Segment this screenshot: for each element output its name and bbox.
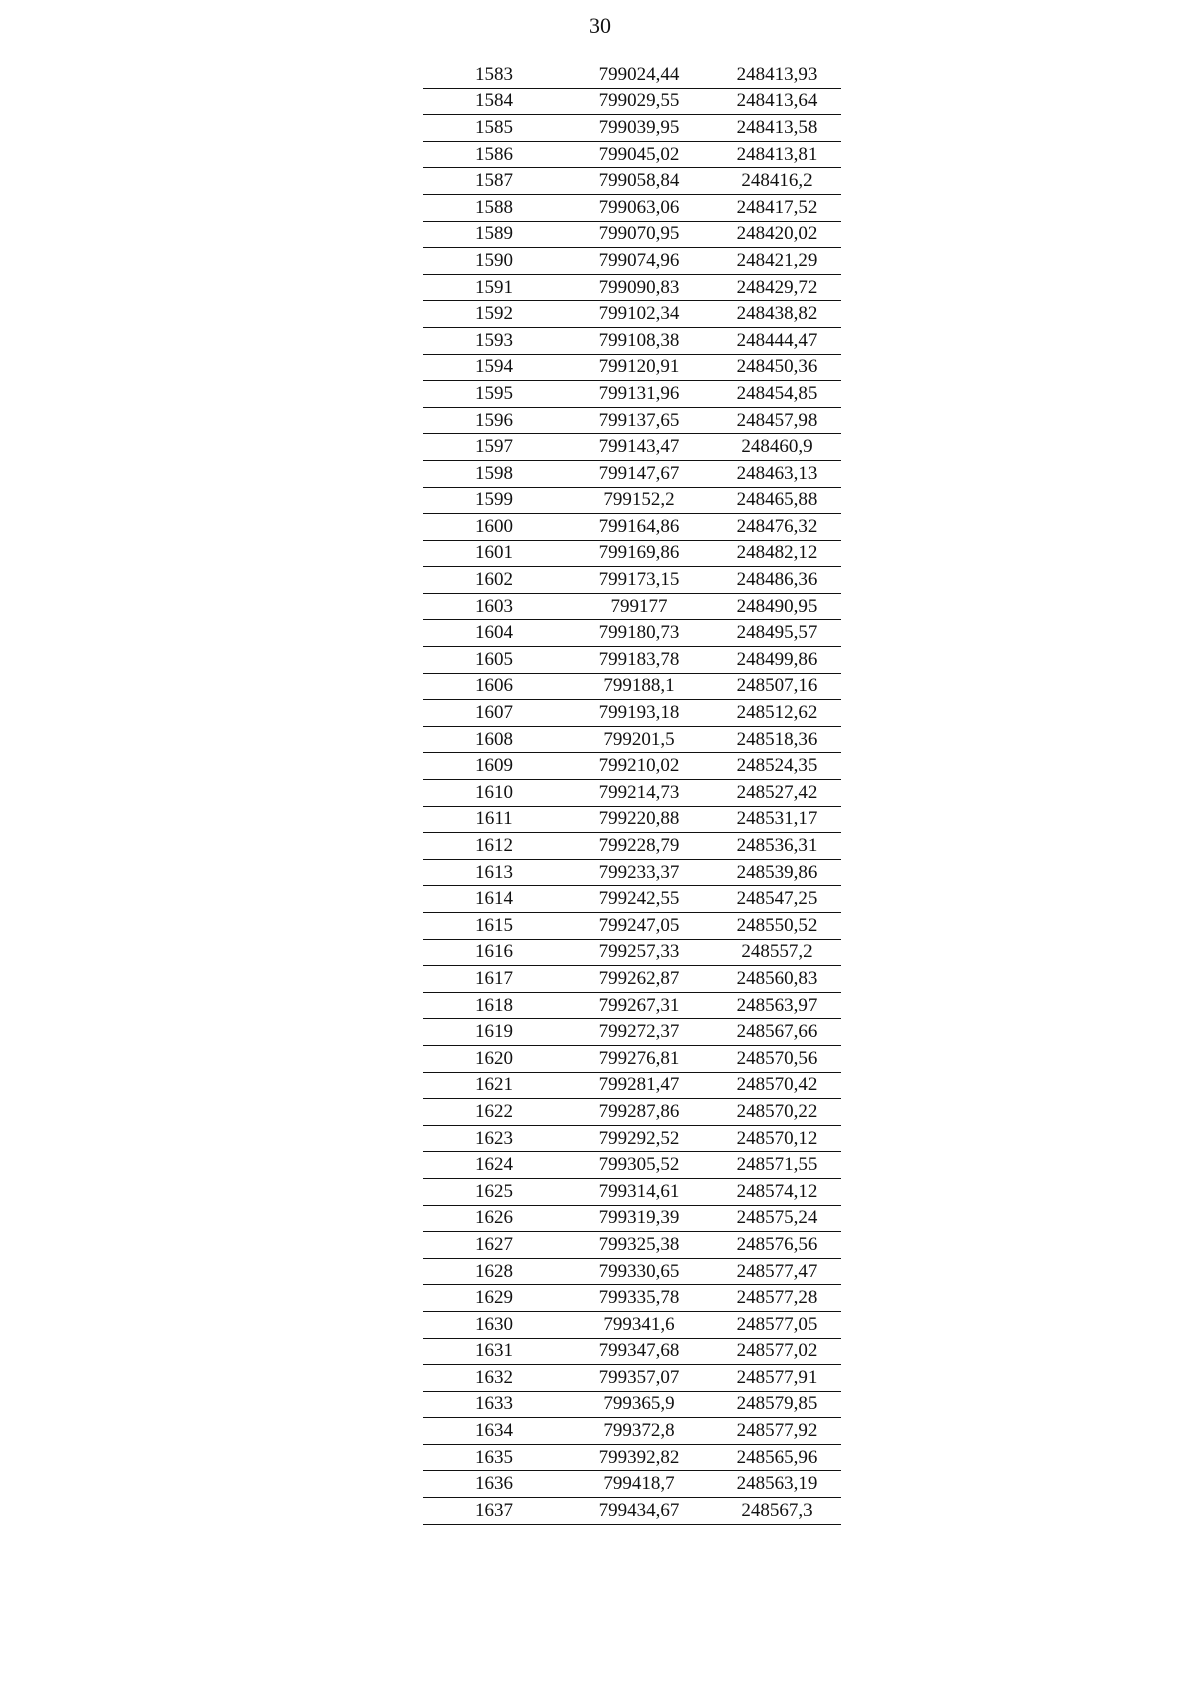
y-coordinate-cell: 248577,02 xyxy=(736,1340,818,1362)
x-coordinate-cell: 799039,95 xyxy=(598,116,680,138)
table-row xyxy=(423,301,841,328)
table-row xyxy=(423,168,841,195)
x-coordinate-cell: 799319,39 xyxy=(598,1207,680,1229)
x-coordinate-cell: 799267,31 xyxy=(598,994,680,1016)
y-coordinate-cell: 248577,47 xyxy=(736,1260,818,1282)
x-coordinate-cell: 799262,87 xyxy=(598,967,680,989)
y-coordinate-cell: 248565,96 xyxy=(736,1446,818,1468)
table-row xyxy=(423,913,841,940)
x-coordinate-cell: 799392,82 xyxy=(598,1446,680,1468)
point-number-cell: 1629 xyxy=(475,1287,513,1309)
x-coordinate-cell: 799169,86 xyxy=(598,542,680,564)
point-number-cell: 1637 xyxy=(475,1499,513,1521)
table-row xyxy=(423,222,841,249)
y-coordinate-cell: 248465,88 xyxy=(736,489,818,511)
point-number-cell: 1608 xyxy=(475,728,513,750)
table-row xyxy=(423,1418,841,1445)
table-row xyxy=(423,1232,841,1259)
x-coordinate-cell: 799120,91 xyxy=(598,356,680,378)
coordinates-table xyxy=(423,62,841,1525)
point-number-cell: 1622 xyxy=(475,1100,513,1122)
point-number-cell: 1607 xyxy=(475,702,513,724)
point-number-cell: 1588 xyxy=(475,196,513,218)
table-row xyxy=(423,594,841,621)
table-row xyxy=(423,62,841,89)
x-coordinate-cell: 799102,34 xyxy=(598,303,680,325)
x-coordinate-cell: 799330,65 xyxy=(598,1260,680,1282)
point-number-cell: 1620 xyxy=(475,1047,513,1069)
y-coordinate-cell: 248429,72 xyxy=(736,276,818,298)
point-number-cell: 1590 xyxy=(475,249,513,271)
point-number-cell: 1584 xyxy=(475,90,513,112)
point-number-cell: 1626 xyxy=(475,1207,513,1229)
x-coordinate-cell: 799045,02 xyxy=(598,143,680,165)
point-number-cell: 1616 xyxy=(475,941,513,963)
y-coordinate-cell: 248421,29 xyxy=(736,249,818,271)
point-number-cell: 1585 xyxy=(475,116,513,138)
table-row xyxy=(423,408,841,435)
x-coordinate-cell: 799434,67 xyxy=(598,1499,680,1521)
y-coordinate-cell: 248518,36 xyxy=(736,728,818,750)
point-number-cell: 1613 xyxy=(475,861,513,883)
y-coordinate-cell: 248438,82 xyxy=(736,303,818,325)
y-coordinate-cell: 248413,93 xyxy=(736,63,818,85)
x-coordinate-cell: 799210,02 xyxy=(598,755,680,777)
point-number-cell: 1599 xyxy=(475,489,513,511)
point-number-cell: 1612 xyxy=(475,835,513,857)
point-number-cell: 1618 xyxy=(475,994,513,1016)
x-coordinate-cell: 799276,81 xyxy=(598,1047,680,1069)
point-number-cell: 1627 xyxy=(475,1233,513,1255)
point-number-cell: 1606 xyxy=(475,675,513,697)
table-row xyxy=(423,275,841,302)
table-row xyxy=(423,434,841,461)
table-row xyxy=(423,1445,841,1472)
y-coordinate-cell: 248482,12 xyxy=(736,542,818,564)
x-coordinate-cell: 799058,84 xyxy=(598,170,680,192)
y-coordinate-cell: 248571,55 xyxy=(736,1154,818,1176)
y-coordinate-cell: 248577,05 xyxy=(736,1313,818,1335)
point-number-cell: 1604 xyxy=(475,622,513,644)
x-coordinate-cell: 799029,55 xyxy=(598,90,680,112)
x-coordinate-cell: 799341,6 xyxy=(603,1313,675,1335)
y-coordinate-cell: 248486,36 xyxy=(736,569,818,591)
x-coordinate-cell: 799242,55 xyxy=(598,888,680,910)
y-coordinate-cell: 248536,31 xyxy=(736,835,818,857)
y-coordinate-cell: 248560,83 xyxy=(736,967,818,989)
y-coordinate-cell: 248413,64 xyxy=(736,90,818,112)
table-row xyxy=(423,381,841,408)
y-coordinate-cell: 248531,17 xyxy=(736,808,818,830)
table-row xyxy=(423,807,841,834)
point-number-cell: 1597 xyxy=(475,436,513,458)
y-coordinate-cell: 248457,98 xyxy=(736,409,818,431)
point-number-cell: 1634 xyxy=(475,1420,513,1442)
table-row xyxy=(423,620,841,647)
table-row xyxy=(423,1365,841,1392)
y-coordinate-cell: 248577,92 xyxy=(736,1420,818,1442)
x-coordinate-cell: 799314,61 xyxy=(598,1180,680,1202)
point-number-cell: 1593 xyxy=(475,329,513,351)
x-coordinate-cell: 799305,52 xyxy=(598,1154,680,1176)
y-coordinate-cell: 248574,12 xyxy=(736,1180,818,1202)
x-coordinate-cell: 799335,78 xyxy=(598,1287,680,1309)
point-number-cell: 1600 xyxy=(475,515,513,537)
point-number-cell: 1621 xyxy=(475,1074,513,1096)
x-coordinate-cell: 799201,5 xyxy=(603,728,675,750)
y-coordinate-cell: 248550,52 xyxy=(736,914,818,936)
table-row xyxy=(423,195,841,222)
table-row xyxy=(423,780,841,807)
point-number-cell: 1591 xyxy=(475,276,513,298)
x-coordinate-cell: 799108,38 xyxy=(598,329,680,351)
x-coordinate-cell: 799180,73 xyxy=(598,622,680,644)
y-coordinate-cell: 248512,62 xyxy=(736,702,818,724)
table-row xyxy=(423,1339,841,1366)
y-coordinate-cell: 248557,2 xyxy=(741,941,813,963)
y-coordinate-cell: 248547,25 xyxy=(736,888,818,910)
point-number-cell: 1633 xyxy=(475,1393,513,1415)
point-number-cell: 1609 xyxy=(475,755,513,777)
x-coordinate-cell: 799220,88 xyxy=(598,808,680,830)
x-coordinate-cell: 799214,73 xyxy=(598,781,680,803)
x-coordinate-cell: 799183,78 xyxy=(598,648,680,670)
point-number-cell: 1635 xyxy=(475,1446,513,1468)
table-row xyxy=(423,1312,841,1339)
y-coordinate-cell: 248450,36 xyxy=(736,356,818,378)
y-coordinate-cell: 248577,91 xyxy=(736,1366,818,1388)
x-coordinate-cell: 799325,38 xyxy=(598,1233,680,1255)
point-number-cell: 1596 xyxy=(475,409,513,431)
table-row xyxy=(423,940,841,967)
x-coordinate-cell: 799281,47 xyxy=(598,1074,680,1096)
x-coordinate-cell: 799090,83 xyxy=(598,276,680,298)
y-coordinate-cell: 248413,58 xyxy=(736,116,818,138)
x-coordinate-cell: 799143,47 xyxy=(598,436,680,458)
point-number-cell: 1615 xyxy=(475,914,513,936)
y-coordinate-cell: 248570,22 xyxy=(736,1100,818,1122)
y-coordinate-cell: 248577,28 xyxy=(736,1287,818,1309)
x-coordinate-cell: 799070,95 xyxy=(598,223,680,245)
point-number-cell: 1631 xyxy=(475,1340,513,1362)
point-number-cell: 1610 xyxy=(475,781,513,803)
x-coordinate-cell: 799173,15 xyxy=(598,569,680,591)
table-row xyxy=(423,753,841,780)
table-row xyxy=(423,461,841,488)
point-number-cell: 1617 xyxy=(475,967,513,989)
x-coordinate-cell: 799164,86 xyxy=(598,515,680,537)
y-coordinate-cell: 248460,9 xyxy=(741,436,813,458)
y-coordinate-cell: 248420,02 xyxy=(736,223,818,245)
x-coordinate-cell: 799272,37 xyxy=(598,1021,680,1043)
point-number-cell: 1628 xyxy=(475,1260,513,1282)
table-row xyxy=(423,860,841,887)
point-number-cell: 1603 xyxy=(475,595,513,617)
y-coordinate-cell: 248416,2 xyxy=(741,170,813,192)
table-row xyxy=(423,993,841,1020)
point-number-cell: 1605 xyxy=(475,648,513,670)
point-number-cell: 1598 xyxy=(475,462,513,484)
point-number-cell: 1601 xyxy=(475,542,513,564)
table-row xyxy=(423,1126,841,1153)
y-coordinate-cell: 248563,19 xyxy=(736,1473,818,1495)
x-coordinate-cell: 799147,67 xyxy=(598,462,680,484)
table-row xyxy=(423,1206,841,1233)
x-coordinate-cell: 799137,65 xyxy=(598,409,680,431)
table-row xyxy=(423,1046,841,1073)
table-row xyxy=(423,1073,841,1100)
point-number-cell: 1586 xyxy=(475,143,513,165)
x-coordinate-cell: 799247,05 xyxy=(598,914,680,936)
table-row xyxy=(423,115,841,142)
x-coordinate-cell: 799357,07 xyxy=(598,1366,680,1388)
table-row xyxy=(423,1019,841,1046)
y-coordinate-cell: 248576,56 xyxy=(736,1233,818,1255)
y-coordinate-cell: 248524,35 xyxy=(736,755,818,777)
x-coordinate-cell: 799347,68 xyxy=(598,1340,680,1362)
y-coordinate-cell: 248570,42 xyxy=(736,1074,818,1096)
point-number-cell: 1583 xyxy=(475,63,513,85)
x-coordinate-cell: 799177 xyxy=(610,595,668,617)
table-row xyxy=(423,1179,841,1206)
y-coordinate-cell: 248444,47 xyxy=(736,329,818,351)
table-row xyxy=(423,1471,841,1498)
x-coordinate-cell: 799074,96 xyxy=(598,249,680,271)
y-coordinate-cell: 248563,97 xyxy=(736,994,818,1016)
table-row xyxy=(423,567,841,594)
y-coordinate-cell: 248570,12 xyxy=(736,1127,818,1149)
table-row xyxy=(423,1259,841,1286)
y-coordinate-cell: 248463,13 xyxy=(736,462,818,484)
x-coordinate-cell: 799063,06 xyxy=(598,196,680,218)
y-coordinate-cell: 248527,42 xyxy=(736,781,818,803)
point-number-cell: 1632 xyxy=(475,1366,513,1388)
x-coordinate-cell: 799292,52 xyxy=(598,1127,680,1149)
table-row xyxy=(423,248,841,275)
y-coordinate-cell: 248567,3 xyxy=(741,1499,813,1521)
point-number-cell: 1614 xyxy=(475,888,513,910)
table-row xyxy=(423,966,841,993)
y-coordinate-cell: 248454,85 xyxy=(736,382,818,404)
x-coordinate-cell: 799257,33 xyxy=(598,941,680,963)
point-number-cell: 1602 xyxy=(475,569,513,591)
y-coordinate-cell: 248567,66 xyxy=(736,1021,818,1043)
point-number-cell: 1636 xyxy=(475,1473,513,1495)
point-number-cell: 1594 xyxy=(475,356,513,378)
x-coordinate-cell: 799152,2 xyxy=(603,489,675,511)
y-coordinate-cell: 248575,24 xyxy=(736,1207,818,1229)
table-row xyxy=(423,355,841,382)
point-number-cell: 1630 xyxy=(475,1313,513,1335)
point-number-cell: 1611 xyxy=(475,808,513,830)
x-coordinate-cell: 799131,96 xyxy=(598,382,680,404)
point-number-cell: 1587 xyxy=(475,170,513,192)
x-coordinate-cell: 799193,18 xyxy=(598,702,680,724)
table-row xyxy=(423,142,841,169)
point-number-cell: 1589 xyxy=(475,223,513,245)
y-coordinate-cell: 248417,52 xyxy=(736,196,818,218)
page-number: 30 xyxy=(589,13,611,38)
point-number-cell: 1619 xyxy=(475,1021,513,1043)
table-row xyxy=(423,833,841,860)
x-coordinate-cell: 799365,9 xyxy=(603,1393,675,1415)
point-number-cell: 1592 xyxy=(475,303,513,325)
table-row xyxy=(423,1392,841,1419)
table-row xyxy=(423,328,841,355)
table-row xyxy=(423,647,841,674)
table-row xyxy=(423,886,841,913)
x-coordinate-cell: 799372,8 xyxy=(603,1420,675,1442)
table-row xyxy=(423,700,841,727)
y-coordinate-cell: 248539,86 xyxy=(736,861,818,883)
y-coordinate-cell: 248579,85 xyxy=(736,1393,818,1415)
x-coordinate-cell: 799287,86 xyxy=(598,1100,680,1122)
table-row xyxy=(423,488,841,515)
x-coordinate-cell: 799228,79 xyxy=(598,835,680,857)
table-row xyxy=(423,1498,841,1525)
y-coordinate-cell: 248499,86 xyxy=(736,648,818,670)
point-number-cell: 1623 xyxy=(475,1127,513,1149)
table-row xyxy=(423,674,841,701)
y-coordinate-cell: 248495,57 xyxy=(736,622,818,644)
y-coordinate-cell: 248490,95 xyxy=(736,595,818,617)
x-coordinate-cell: 799418,7 xyxy=(603,1473,675,1495)
table-row xyxy=(423,1152,841,1179)
point-number-cell: 1595 xyxy=(475,382,513,404)
y-coordinate-cell: 248570,56 xyxy=(736,1047,818,1069)
y-coordinate-cell: 248507,16 xyxy=(736,675,818,697)
table-row xyxy=(423,514,841,541)
table-row xyxy=(423,727,841,754)
table-row xyxy=(423,89,841,116)
x-coordinate-cell: 799024,44 xyxy=(598,63,680,85)
point-number-cell: 1625 xyxy=(475,1180,513,1202)
point-number-cell: 1624 xyxy=(475,1154,513,1176)
table-row xyxy=(423,1099,841,1126)
x-coordinate-cell: 799188,1 xyxy=(603,675,675,697)
x-coordinate-cell: 799233,37 xyxy=(598,861,680,883)
table-row xyxy=(423,541,841,568)
table-row xyxy=(423,1285,841,1312)
y-coordinate-cell: 248476,32 xyxy=(736,515,818,537)
y-coordinate-cell: 248413,81 xyxy=(736,143,818,165)
